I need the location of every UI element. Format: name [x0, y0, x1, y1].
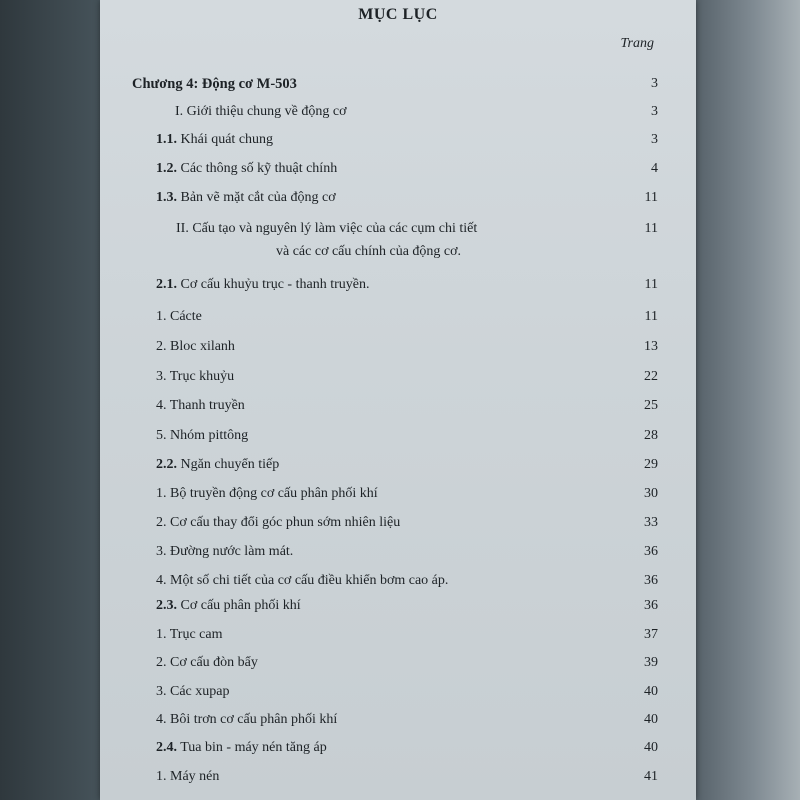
- toc-entry: [100, 655, 696, 677]
- toc-entry: [100, 277, 696, 299]
- toc-entry-number: 1.1.: [156, 132, 177, 147]
- toc-entry-label: [156, 132, 273, 148]
- toc-page-number: 30: [644, 486, 658, 501]
- toc-entry-label: [156, 740, 327, 756]
- toc-page-number: 40: [644, 712, 658, 727]
- toc-page-number: 3: [651, 76, 658, 91]
- toc-page-number: 37: [644, 627, 658, 642]
- toc-entry: [100, 573, 696, 595]
- toc-entry-text: 3. Trục khuỷu: [156, 369, 235, 384]
- page-column-header: Trang: [620, 36, 654, 51]
- toc-page-number: 36: [644, 573, 658, 588]
- toc-page-number: 22: [644, 369, 658, 384]
- toc-entry-text: 1. Cácte: [156, 309, 202, 324]
- toc-page-number: 36: [644, 598, 658, 613]
- toc-entry-text: 2. Cơ cấu thay đổi góc phun sớm nhiên liệu: [156, 515, 401, 530]
- toc-page-number: 11: [644, 309, 658, 324]
- toc-entry: [100, 104, 696, 126]
- toc-entry-text: Chương 4: Động cơ M-503: [132, 76, 297, 92]
- toc-page-number: 36: [644, 544, 658, 559]
- toc-entry-number: 1.3.: [156, 190, 177, 205]
- book-edge-right: [696, 0, 800, 800]
- toc-page-number: 4: [651, 161, 658, 176]
- toc-entry-text: 5. Nhóm pittông: [156, 428, 249, 443]
- toc-entry: [100, 515, 696, 537]
- toc-page-number: 11: [644, 221, 658, 236]
- toc-entry: [100, 428, 696, 450]
- toc-entry-chapter: [100, 76, 696, 98]
- toc-entry: [100, 309, 696, 331]
- toc-entry: [100, 369, 696, 391]
- toc-entry: [100, 221, 696, 243]
- toc-entry: [100, 598, 696, 620]
- toc-entry-text: 1. Trục cam: [156, 627, 223, 642]
- toc-page-number: 33: [644, 515, 658, 530]
- toc-page-number: 40: [644, 740, 658, 755]
- toc-entry-text: 2. Cơ cấu đòn bẩy: [156, 655, 258, 670]
- toc-entry: [100, 627, 696, 649]
- toc-entry-text: Khái quát chung: [180, 132, 274, 147]
- toc-entry-label: [156, 190, 336, 206]
- toc-entry: [100, 712, 696, 734]
- toc-entry-text: 4. Một số chi tiết của cơ cấu điều khiển bơm cao áp.: [156, 573, 449, 588]
- toc-entry: [100, 769, 696, 791]
- toc-entry: [100, 684, 696, 706]
- toc-entry-text: 4. Bôi trơn cơ cấu phân phối khí: [156, 712, 338, 727]
- toc-page-number: 13: [644, 339, 658, 354]
- toc-page-number: 3: [651, 104, 658, 119]
- toc-entry-text: II. Cấu tạo và nguyên lý làm việc của các cụm chi tiết: [176, 221, 478, 236]
- toc-entry-number: 2.4.: [156, 740, 177, 755]
- toc-entry-text: 4. Thanh truyền: [156, 398, 245, 413]
- toc-entry: [100, 132, 696, 154]
- toc-entry-text: Cơ cấu khuỷu trục - thanh truyền.: [180, 277, 370, 292]
- toc-entry-continuation: và các cơ cấu chính của động cơ.: [276, 244, 462, 259]
- toc-entry-text: 1. Máy nén: [156, 769, 220, 784]
- toc-entry-number: 1.2.: [156, 161, 177, 176]
- toc-entry-text: 1. Bộ truyền động cơ cấu phân phối khí: [156, 486, 378, 501]
- toc-entry-number: 2.2.: [156, 457, 177, 472]
- toc-entry: [100, 740, 696, 762]
- toc-entry-label: [156, 161, 337, 177]
- toc-entry-text: Bản vẽ mặt cắt của động cơ: [180, 190, 336, 205]
- toc-page-number: 41: [644, 769, 658, 784]
- toc-entry-number: 2.3.: [156, 598, 177, 613]
- toc-page-number: 29: [644, 457, 658, 472]
- book-page: [100, 0, 696, 800]
- toc-entry-text: Cơ cấu phân phối khí: [180, 598, 301, 613]
- toc-entry: [100, 486, 696, 508]
- toc-entry-text: I. Giới thiệu chung về động cơ: [175, 104, 347, 119]
- toc-entry-text: 3. Đường nước làm mát.: [156, 544, 294, 559]
- toc-page-number: 11: [644, 277, 658, 292]
- toc-entry-text: Các thông số kỹ thuật chính: [180, 161, 338, 176]
- toc-entry: [100, 398, 696, 420]
- toc-page-number: 11: [644, 190, 658, 205]
- toc-entry-text: 3. Các xupap: [156, 684, 230, 699]
- toc-page-number: 25: [644, 398, 658, 413]
- toc-entry: [100, 339, 696, 361]
- toc-entry-number: 2.1.: [156, 277, 177, 292]
- table-surface-left: [0, 0, 100, 800]
- toc-page-number: 28: [644, 428, 658, 443]
- toc-page-number: 39: [644, 655, 658, 670]
- toc-page-number: 3: [651, 132, 658, 147]
- toc-page-number: 40: [644, 684, 658, 699]
- page-title: MỤC LỤC: [358, 6, 438, 23]
- toc-entry-text: 2. Bloc xilanh: [156, 339, 235, 354]
- toc-entry: [100, 190, 696, 212]
- toc-entry-label: [156, 457, 279, 473]
- toc-entry-label: [156, 277, 369, 293]
- toc-entry: [100, 544, 696, 566]
- toc-entry: [100, 457, 696, 479]
- toc-entry-text: Tua bin - máy nén tăng áp: [180, 740, 327, 755]
- toc-entry-label: [156, 598, 301, 614]
- toc-entry: [100, 161, 696, 183]
- toc-entry-text: Ngăn chuyển tiếp: [180, 457, 280, 472]
